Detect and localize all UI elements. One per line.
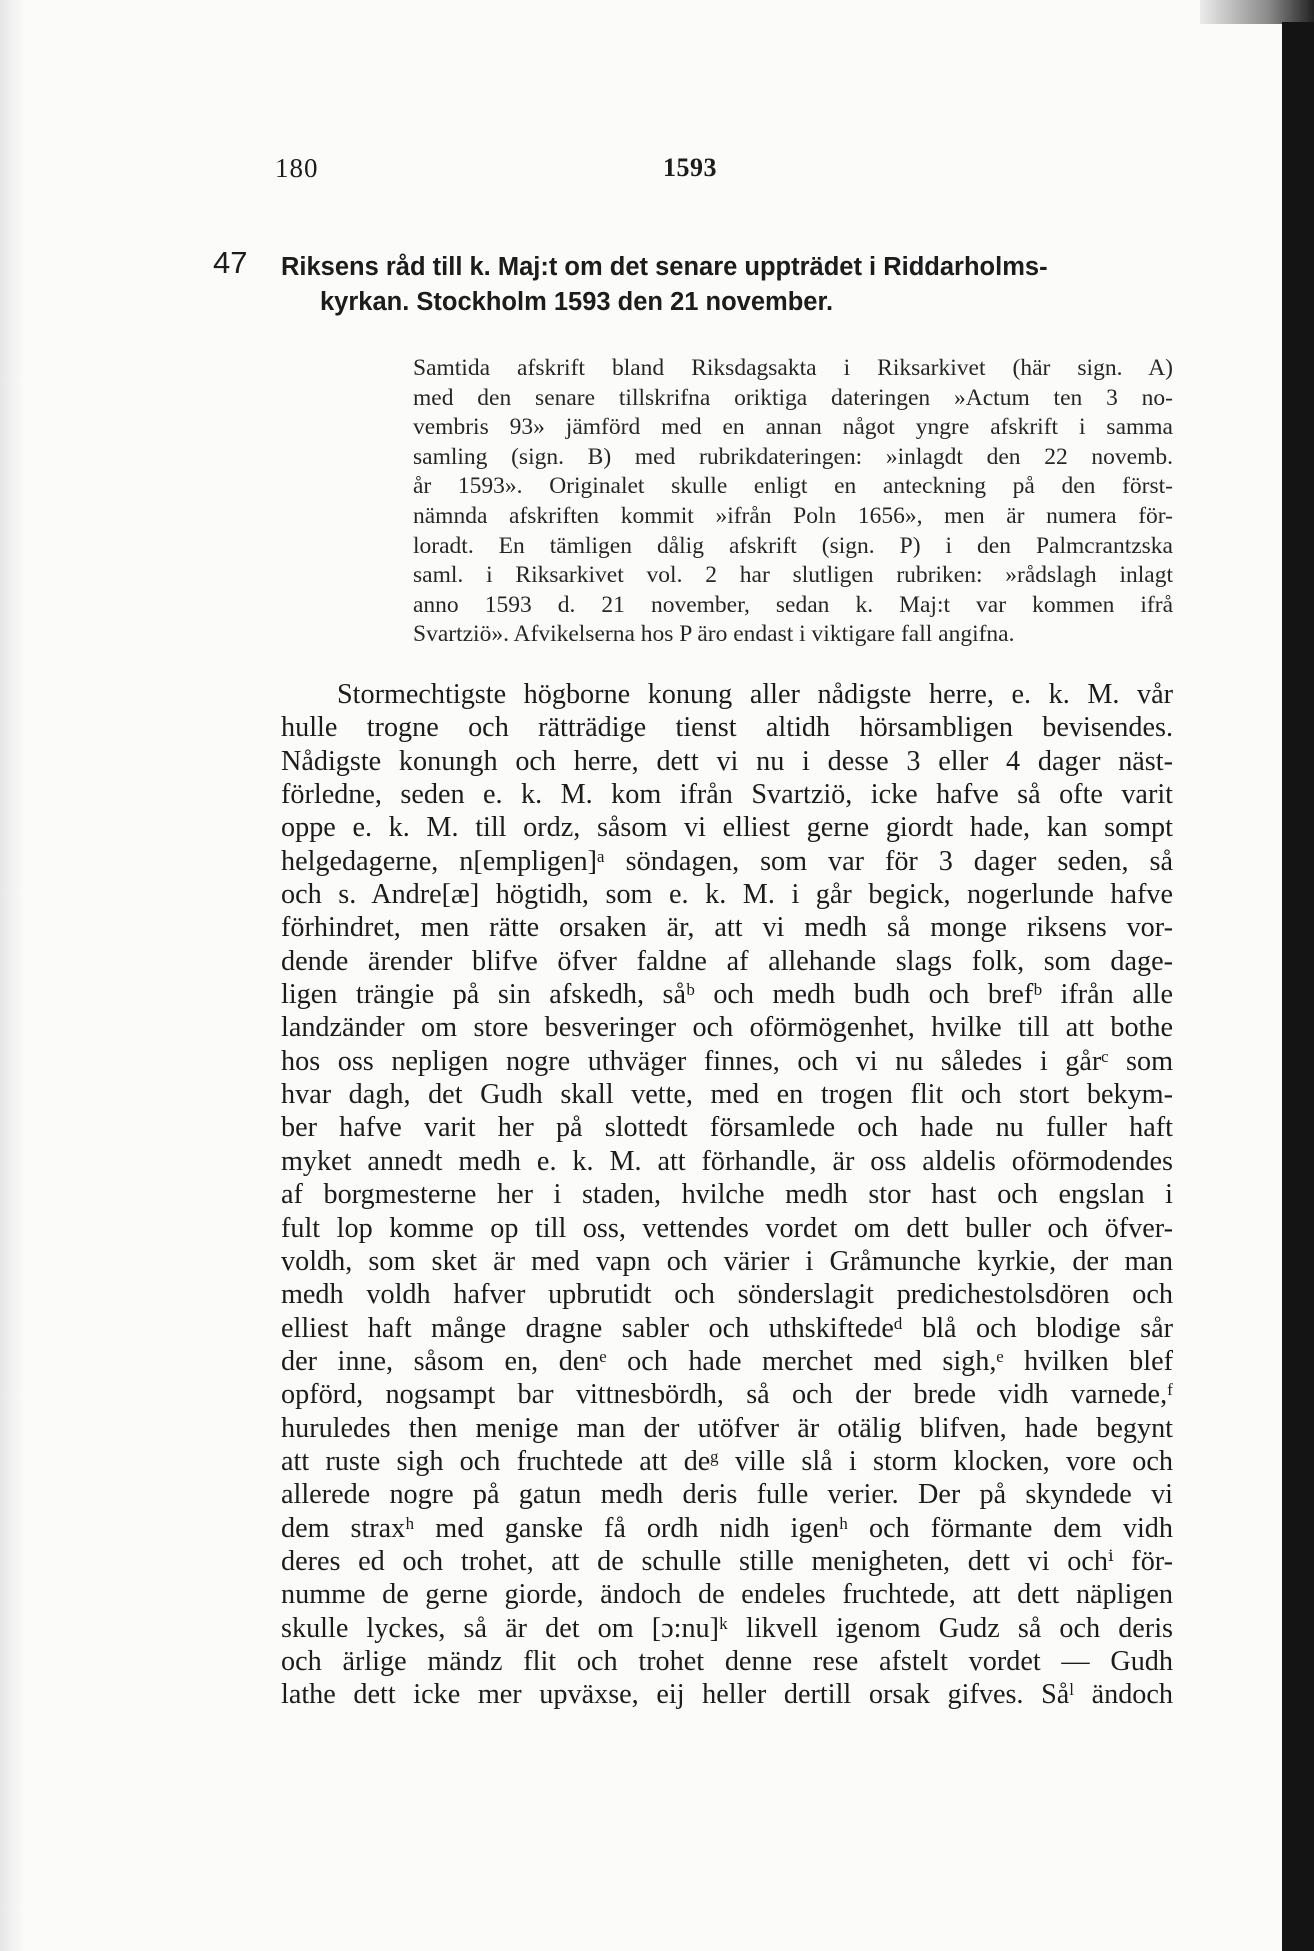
source-note-line: saml. i Riksarkivet vol. 2 har slutligen rubriken: »rådslagh inlagt (413, 562, 1173, 589)
source-note-line: år 1593». Originalet skulle enligt en anteckning på den först- (413, 473, 1173, 500)
letter-line: hvar dagh, det Gudh skall vette, med en trogen flit och stort bekym- (281, 1079, 1173, 1111)
letter-line: medh voldh hafver upbrutidt och sönderslagit predichestolsdören och (281, 1279, 1173, 1311)
letter-line: hos oss nepligen nogre uthväger finnes, och vi nu således i gårᶜ som (281, 1045, 1173, 1077)
letter-line: Nådigste konungh och herre, dett vi nu i desse 3 eller 4 dager näst- (281, 745, 1173, 777)
letter-line: fult lop komme op till oss, vettendes vordet om dett buller och öfver- (281, 1212, 1173, 1244)
letter-line: der inne, såsom en, denᵉ och hade merchet med sigh,ᵉ hvilken blef (281, 1345, 1173, 1377)
letter-line: hulle trogne och rätträdige tienst altidh hörsambligen bevisendes. (281, 712, 1173, 744)
page-edge-top (1200, 0, 1314, 24)
entry-number: 47 (213, 245, 248, 280)
letter-line: ligen trängie på sin afskedh, såᵇ och medh budh och brefᵇ ifrån alle (281, 979, 1173, 1011)
source-note-line: Samtida afskrift bland Riksdagsakta i Riksarkivet (här sign. A) (413, 355, 1173, 381)
source-note-line: samling (sign. B) med rubrikdateringen: »inlagdt den 22 novemb. (413, 443, 1173, 470)
letter-line: dem straxʰ med ganske få ordh nidh igenʰ och förmante dem vidh (281, 1512, 1173, 1544)
page-number: 180 (275, 153, 319, 183)
source-note-line: med den senare tillskrifna oriktiga dateringen »Actum ten 3 no- (413, 384, 1173, 411)
letter-line: allerede nogre på gatun medh deris fulle verier. Der på skyndede vi (281, 1479, 1173, 1511)
letter-line: och ärlige mändz flit och trohet denne rese afstelt vordet — Gudh (281, 1645, 1173, 1677)
entry-title (281, 250, 1181, 320)
letter-line: att ruste sigh och fruchtede att deᵍ ville slå i storm klocken, vore och (281, 1445, 1173, 1477)
letter-line: dende ärender blifve öfver faldne af allehande slags folk, som dage- (281, 945, 1173, 977)
letter-line: elliest haft månge dragne sabler och uthskiftedeᵈ blå och blodige sår (281, 1312, 1173, 1344)
source-note (413, 354, 1173, 650)
entry-title-line: Riksens råd till k. Maj:t om det senare uppträdet i Riddarholms- (281, 253, 1048, 281)
letter-line: ber hafve varit her på slottedt församlede och hade nu fuller haft (281, 1112, 1173, 1144)
letter-line: myket annedt medh e. k. M. att förhandle, är oss aldelis oförmodendes (281, 1145, 1173, 1177)
page-edge-right (1282, 22, 1314, 1951)
letter-line: förhindret, men rätte orsaken är, att vi medh så monge riksens vor- (281, 912, 1173, 944)
letter-line: helgedagerne, n[empligen]ᵃ söndagen, som var för 3 dager seden, så (281, 845, 1173, 877)
page-gutter-shadow (0, 0, 24, 1951)
letter-line: Stormechtigste högborne konung aller nådigste herre, e. k. M. vår (337, 679, 1173, 710)
source-note-line: anno 1593 d. 21 november, sedan k. Maj:t var kommen ifrå (413, 591, 1173, 618)
letter-line: och s. Andre[æ] högtidh, som e. k. M. i går begick, nogerlunde hafve (281, 879, 1173, 911)
running-head-year: 1593 (663, 153, 717, 182)
letter-line: huruledes then menige man der utöfver är otälig blifven, hade begynt (281, 1412, 1173, 1444)
letter-line: oppe e. k. M. till ordz, såsom vi elliest gerne giordt hade, kan sompt (281, 812, 1173, 844)
source-note-line: nämnda afskriften kommit »ifrån Poln 1656», men är numera för- (413, 502, 1173, 529)
letter-line: förledne, seden e. k. M. kom ifrån Svartziö, icke hafve så ofte varit (281, 779, 1173, 811)
letter-line: skulle lyckes, så är det om [ɔ:nu]ᵏ likvell igenom Gudz så och deris (281, 1612, 1173, 1644)
entry-title-line: kyrkan. Stockholm 1593 den 21 november. (320, 288, 834, 316)
letter-line: numme de gerne giorde, ändoch de endeles fruchtede, att dett näpligen (281, 1579, 1173, 1611)
letter-line: deres ed och trohet, att de schulle stille menigheten, dett vi ochⁱ för- (281, 1545, 1173, 1577)
letter-line: voldh, som sket är med vapn och värier i Gråmunche kyrkie, der man (281, 1245, 1173, 1277)
letter-line: opförd, nogsampt bar vittnesbördh, så och der brede vidh varnede,ᶠ (281, 1379, 1173, 1411)
source-note-line: vembris 93» jämförd med en annan något yngre afskrift i samma (413, 414, 1173, 441)
source-note-line: Svartziö». Afvikelserna hos P äro endast i viktigare fall angifna. (413, 621, 1015, 648)
source-note-line: loradt. En tämligen dålig afskrift (sign. P) i den Palmcrantzska (413, 532, 1173, 559)
letter-line: lathe dett icke mer upväxse, eij heller dertill orsak gifves. Såˡ ändoch (281, 1679, 1173, 1711)
letter-line: af borgmesterne her i staden, hvilche medh stor hast och engslan i (281, 1179, 1173, 1211)
letter-text (281, 678, 1173, 1712)
letter-line: landzänder om store besveringer och oförmögenhet, hvilke till att bothe (281, 1012, 1173, 1044)
